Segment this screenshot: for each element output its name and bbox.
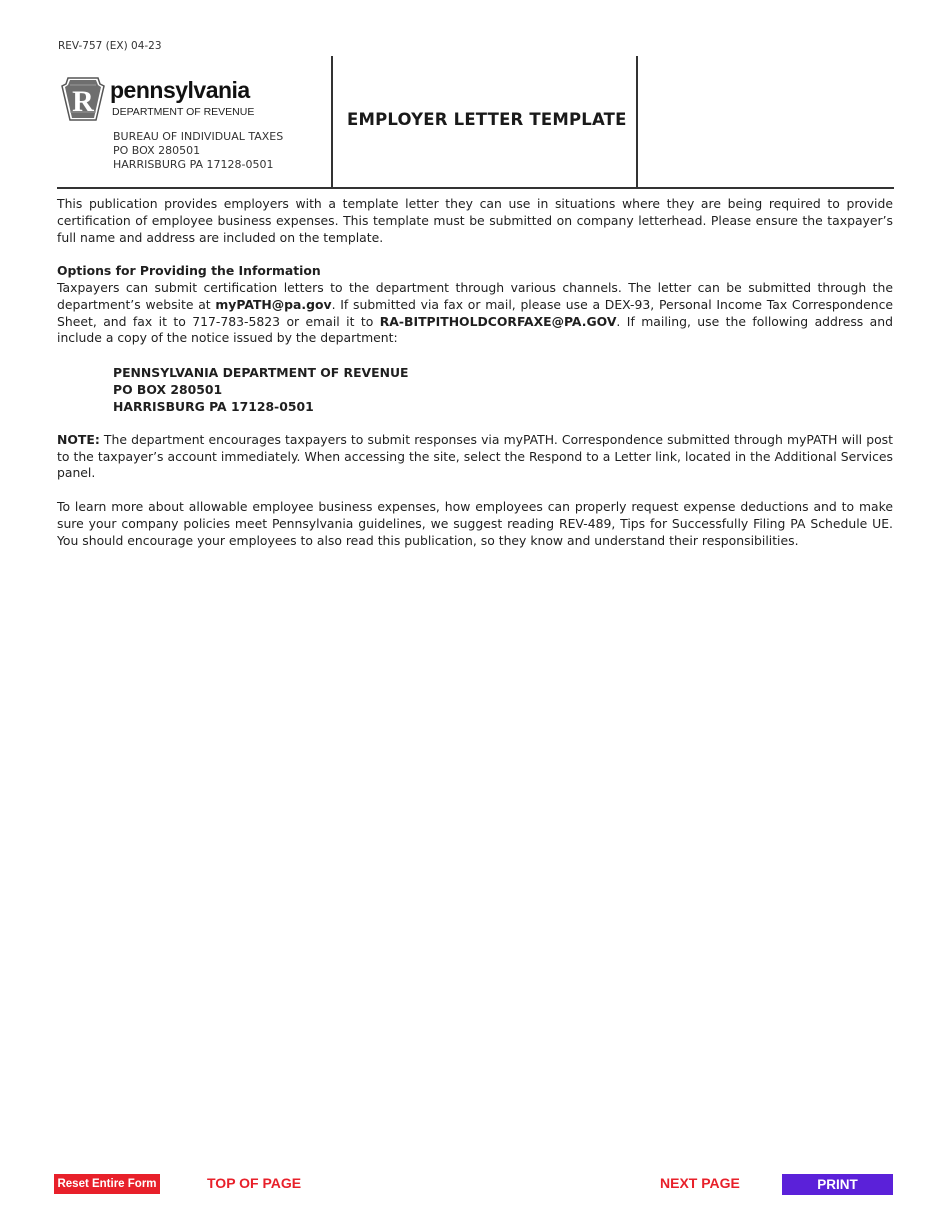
bureau-line: HARRISBURG PA 17128-0501: [113, 158, 274, 171]
brand-name: pennsylvania: [110, 77, 250, 103]
logo-letter: R: [72, 85, 94, 118]
print-button[interactable]: PRINT: [782, 1174, 893, 1195]
form-code: REV-757 (EX) 04-23: [58, 40, 162, 52]
address-line: HARRISBURG PA 17128-0501: [113, 398, 314, 414]
form-title: EMPLOYER LETTER TEMPLATE: [347, 110, 627, 129]
note-label: NOTE:: [57, 431, 100, 447]
next-page-link[interactable]: NEXT PAGE: [660, 1175, 740, 1191]
form-header: [57, 56, 894, 187]
fax-email: RA-BITPITHOLDCORFAXE@PA.GOV: [379, 313, 617, 329]
intro-paragraph: This publication provides employers with a template letter they can use in situations where they are being required to provide certification of employee business expenses. This template must be submitted on company letterhead. Please ensure the taxpayer’s full name and address are included on the template.: [57, 196, 893, 245]
keystone-logo-icon: [60, 76, 106, 124]
header-divider: [636, 56, 638, 187]
document-body: [57, 196, 893, 549]
options-heading: Options for Providing the Information: [57, 263, 321, 279]
header-divider: [331, 56, 333, 187]
address-line: PO BOX 280501: [113, 381, 223, 397]
department-name: DEPARTMENT OF REVENUE: [112, 106, 255, 118]
bureau-line: BUREAU OF INDIVIDUAL TAXES: [113, 130, 284, 143]
bureau-line: PO BOX 280501: [113, 144, 201, 157]
address-line: PENNSYLVANIA DEPARTMENT OF REVENUE: [113, 364, 409, 380]
note-paragraph: NOTE: The department encourages taxpayers to submit responses via myPATH. Correspondence submitted through myPATH will post to the taxpayer’s account immediately. When accessing the site, select the Respond to a Letter link, located in the Additional Services panel.: [57, 431, 893, 481]
learn-more-paragraph: To learn more about allowable employee business expenses, how employees can properly request expense deductions and to make sure your company policies meet Pennsylvania guidelines, we suggest reading REV-489, Tips for Successfully Filing PA Schedule UE. You should encourage your employees to also read this publication, so they know and understand their responsibilities.: [57, 498, 893, 548]
bureau-address: [113, 130, 283, 172]
top-of-page-link[interactable]: TOP OF PAGE: [207, 1175, 302, 1191]
options-paragraph: Taxpayers can submit certification letters to the department through various channels. The letter can be submitted through the department’s website at myPATH@pa.gov. If submitted via fax or mail, please use a DEX-93, Personal Income Tax Correspondence Sheet, and fax it to 717-783-5823 or email it to RA-BITPITHOLDCORFAXE@PA.GOV. If mailing, use the following address and include a copy of the notice issued by the department:: [57, 279, 894, 346]
mypath-link: myPATH@pa.gov: [215, 296, 332, 312]
header-rule: [57, 187, 894, 189]
mailing-address: [113, 364, 893, 415]
reset-form-button[interactable]: Reset Entire Form: [54, 1174, 160, 1194]
